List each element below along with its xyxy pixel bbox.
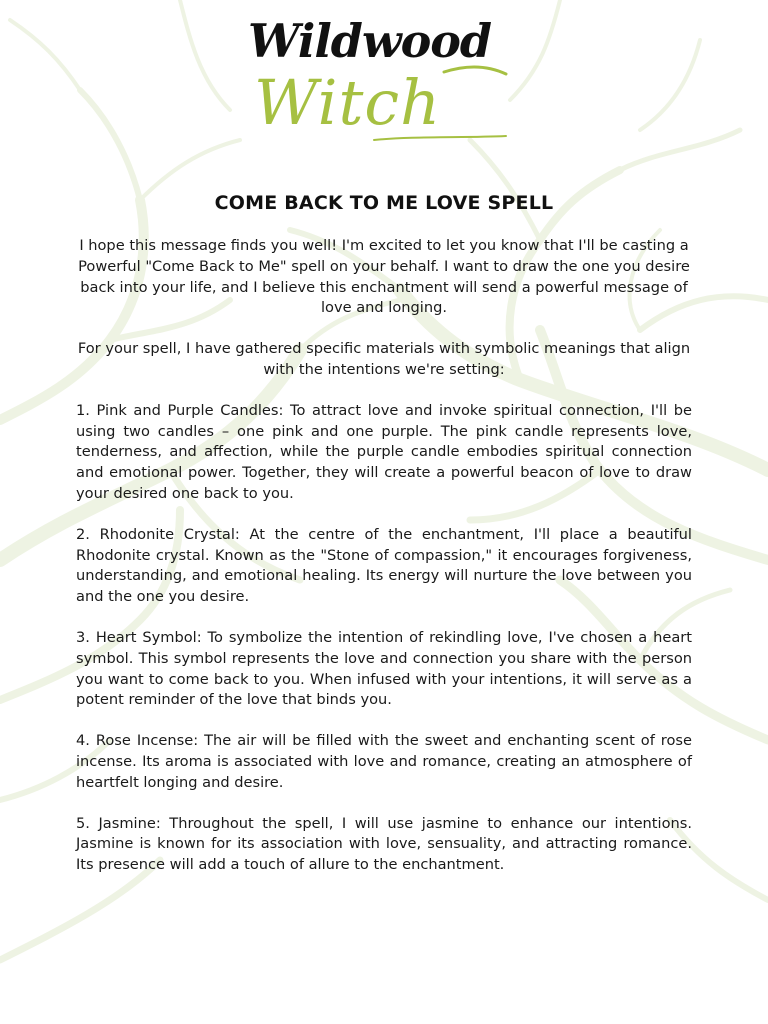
logo-wordmark-witch: Witch bbox=[254, 66, 442, 139]
intro-paragraph: I hope this message finds you well! I'm excited to let you know that I'll be casting a Powerful "Come Back to Me" spell on your behalf. I want to draw the one you desire back into your life, and I believe this enchantment will send a powerful message of love and longing. bbox=[78, 237, 690, 317]
list-item-jasmine: 5. Jasmine: Throughout the spell, I will use jasmine to enhance our intentions. Jasmine is known for its association with love, sensuality, and attracting romance. Its presence will add a touch of allure to the enchantment. bbox=[76, 814, 692, 874]
logo-swash-icon bbox=[244, 14, 524, 154]
logo-wordmark-wildwood: Wildwood bbox=[248, 14, 492, 68]
document-title: COME BACK TO ME LOVE SPELL bbox=[214, 192, 554, 214]
list-item-rose-incense: 4. Rose Incense: The air will be filled with the sweet and enchanting scent of rose incense. Its aroma is associated with love and romance, creating an atmosphere of heartfelt longing and desire. bbox=[76, 732, 692, 791]
wildwood-witch-logo bbox=[244, 14, 524, 154]
document-body bbox=[76, 192, 692, 896]
list-item-candles: 1. Pink and Purple Candles: To attract love and invoke spiritual connection, I'll be using two candles – one pink and one purple. The pink candle represents love, tenderness, and affection, while the purple candle embodies spiritual connection and emotional power. Together, they will create a powerful beacon of love to draw your desired one back to you. bbox=[76, 401, 692, 502]
list-item-rhodonite: 2. Rhodonite Crystal: At the centre of the enchantment, I'll place a beautiful Rhodonite crystal. Known as the "Stone of compassion," it encourages forgiveness, understanding, and emotional healing. Its energy will nurture the love between you and the one you desire. bbox=[76, 525, 692, 606]
materials-intro-paragraph: For your spell, I have gathered specific materials with symbolic meanings that align with the intentions we're setting: bbox=[77, 340, 691, 378]
list-item-heart-symbol: 3. Heart Symbol: To symbolize the intention of rekindling love, I've chosen a heart symbol. This symbol represents the love and connection you share with the person you want to come back to you. When infused with your intentions, it will serve as a potent reminder of the love that binds you. bbox=[76, 628, 692, 709]
